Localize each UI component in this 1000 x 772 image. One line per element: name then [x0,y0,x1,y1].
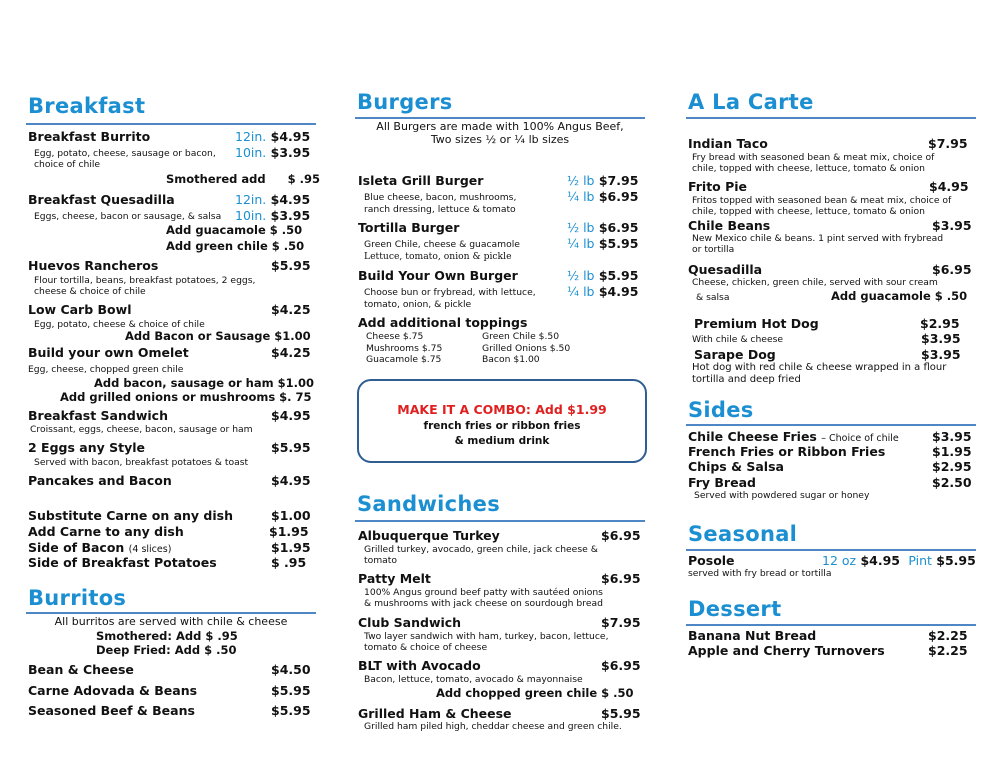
sides-heading: Sides [688,398,754,422]
item-price: $5.95 [271,703,311,718]
item-name: Tortilla Burger [358,220,460,235]
list-item: Banana Nut Bread [688,628,817,643]
item-desc: chile, topped with cheese, lettuce, tomato & onion [692,163,925,174]
extra-name: Side of Bacon (4 slices) [28,540,172,555]
dessert-heading: Dessert [688,597,782,621]
item-price-half: ½ lb $6.95 [567,220,639,235]
item-price: $7.95 [928,136,968,151]
intro-line: Two sizes ½ or ¼ lb sizes [430,133,570,146]
combo-line: & medium drink [454,435,550,447]
item-name: Isleta Grill Burger [358,173,484,188]
item-price: $1.95 [932,444,972,459]
item-price: $5.95 [271,683,311,698]
item-name: Chile Beans [688,218,771,233]
item-price: $2.25 [928,643,968,658]
seasonal-heading: Seasonal [688,522,798,546]
item-desc: & mushrooms with jack cheese on sourdough bread [364,598,603,609]
item-price: $3.95 [932,218,972,233]
item-desc: & salsa [696,292,730,303]
toppings-title: Add additional toppings [358,315,528,330]
item-desc: or tortilla [692,244,735,255]
item-price: $3.95 [921,331,961,346]
list-item: Apple and Cherry Turnovers [688,643,885,658]
item-desc: tomato & choice of cheese [364,642,488,653]
list-item: Club Sandwich [358,615,462,630]
topping: Mushrooms $.75 [366,343,443,354]
item-price-quarter: ¼ lb $6.95 [567,189,639,204]
combo-title: MAKE IT A COMBO: Add $1.99 [397,402,607,417]
item-name: Huevos Rancheros [28,258,159,273]
burgers-heading: Burgers [357,90,453,114]
topping: Green Chile $.50 [482,331,560,342]
alacarte-heading: A La Carte [688,90,814,114]
item-price: $4.50 [271,662,311,677]
list-item: Chips & Salsa [688,459,784,474]
item-desc: choice of chile [34,159,101,170]
item-name: Build Your Own Burger [358,268,518,283]
item-price: $2.50 [932,475,972,490]
addon: Add grilled onions or mushrooms $. 75 [60,390,312,404]
list-item: French Fries or Ribbon Fries [688,444,886,459]
dessert-rule [686,624,976,626]
item-desc: Croissant, eggs, cheese, bacon, sausage or ham [30,424,253,435]
item-name: Frito Pie [688,179,748,194]
item-name: Breakfast Quesadilla [28,192,175,207]
list-item: Carne Adovada & Beans [28,683,198,698]
addon: Add green chile $ .50 [166,239,305,253]
topping: Bacon $1.00 [482,354,540,365]
item-desc: Fritos topped with seasoned bean & meat mix, choice of [692,195,952,206]
list-item: Seasoned Beef & Beans [28,703,195,718]
burgers-intro [355,120,645,146]
item-desc: Grilled turkey, avocado, green chile, jack cheese & [364,544,598,555]
item-desc: ranch dressing, lettuce & tomato [364,204,516,215]
item-price: $4.25 [271,345,311,360]
breakfast-rule [26,123,316,125]
item-desc: New Mexico chile & beans. 1 pint served with frybread [692,233,944,244]
list-item: Grilled Ham & Cheese [358,706,512,721]
extra-price: $ .95 [271,555,307,570]
topping: Cheese $.75 [366,331,424,342]
burgers-rule [355,117,645,119]
item-desc: Served with powdered sugar or honey [694,490,870,501]
item-desc: tortilla and deep fried [692,374,801,385]
item-desc: Fry bread with seasoned bean & meat mix, choice of [692,152,935,163]
combo-box [357,379,647,463]
item-desc: Green Chile, cheese & guacamole [364,239,520,250]
item-desc: Egg, potato, cheese & choice of chile [34,319,205,330]
item-desc: chile, topped with cheese, lettuce, tomato & onion [692,206,925,217]
extra-price: $1.95 [271,540,311,555]
item-desc: 100% Angus ground beef patty with sautéed onions [364,587,603,598]
item-price: $2.95 [920,316,960,331]
item-price: $6.95 [601,658,641,673]
item-name: Indian Taco [688,136,768,151]
item-price-quarter: ¼ lb $5.95 [567,236,639,251]
burritos-intro: All burritos are served with chile & cheese [54,615,288,628]
item-desc: Cheese, chicken, green chile, served with sour cream [692,277,938,288]
burritos-deepfried: Deep Fried: Add $ .50 [96,643,237,657]
alacarte-rule [686,117,976,119]
item-desc: Blue cheese, bacon, mushrooms, [364,192,517,203]
sides-rule [686,424,976,426]
item-price: $5.95 [271,440,311,455]
addon: Add guacamole $ .50 [166,223,303,237]
burritos-rule [26,612,316,614]
item-price: $3.95 [932,429,972,444]
item-price: $3.95 [921,347,961,362]
item-price: $4.95 [271,408,311,423]
addon: Add bacon, sausage or ham $1.00 [94,376,314,390]
breakfast-heading: Breakfast [28,94,146,118]
addon: Add chopped green chile $ .50 [436,686,634,700]
item-price-large: 12in. $4.95 [235,192,311,207]
smothered-add: Smothered add $ .95 [166,172,320,186]
burritos-heading: Burritos [28,586,127,610]
item-desc: Hot dog with red chile & cheese wrapped in a flour [692,362,947,373]
item-desc: Eggs, cheese, bacon or sausage, & salsa [34,211,222,222]
item-name: Pancakes and Bacon [28,473,172,488]
item-desc: Served with bacon, breakfast potatoes & toast [34,457,249,468]
intro-line: All Burgers are made with 100% Angus Beef, [376,120,624,133]
item-desc: tomato [364,555,398,566]
item-price: $6.95 [601,571,641,586]
item-desc: Choose bun or frybread, with lettuce, [364,287,536,298]
item-name: 2 Eggs any Style [28,440,145,455]
item-desc: Flour tortilla, beans, breakfast potatoes, 2 eggs, [34,275,256,286]
item-price: $4.25 [271,302,311,317]
item-desc: Bacon, lettuce, tomato, avocado & mayonnaise [364,674,583,685]
item-name: Build your own Omelet [28,345,189,360]
item-price: $4.95 [271,473,311,488]
item-price-large: 12in. $4.95 [235,129,311,144]
item-desc: tomato, onion, & pickle [364,299,472,310]
item-name: Breakfast Sandwich [28,408,168,423]
addon: Add guacamole $ .50 [831,289,968,303]
extra-price: $1.95 [269,524,309,539]
item-price: $6.95 [601,528,641,543]
item-price: $5.95 [271,258,311,273]
item-price: $5.95 [601,706,641,721]
item-price: $7.95 [601,615,641,630]
item-price: $2.25 [928,628,968,643]
seasonal-rule [686,549,976,551]
item-desc: served with fry bread or tortilla [688,568,832,579]
item-name: Quesadilla [688,262,763,277]
extra-name: Side of Breakfast Potatoes [28,555,217,570]
item-price-half: ½ lb $5.95 [567,268,639,283]
list-item: Fry Bread [688,475,756,490]
item-price: $6.95 [932,262,972,277]
item-desc: Egg, potato, cheese, sausage or bacon, [34,148,216,159]
extra-name: Add Carne to any dish [28,524,184,539]
item-desc: With chile & cheese [692,334,784,345]
item-desc: Egg, cheese, chopped green chile [28,364,184,375]
item-price-small: 10in. $3.95 [235,208,311,223]
item-desc: Grilled ham piled high, cheddar cheese and green chile. [364,721,622,732]
item-name: Posole [688,553,735,568]
list-item: Bean & Cheese [28,662,134,677]
list-item: Chile Cheese Fries – Choice of chile [688,429,899,444]
extra-name: Substitute Carne on any dish [28,508,233,523]
sandwiches-heading: Sandwiches [357,492,501,516]
item-price: $2.95 [932,459,972,474]
item-price: 12 oz $4.95 Pint $5.95 [822,553,976,568]
item-price-small: 10in. $3.95 [235,145,311,160]
list-item: BLT with Avocado [358,658,481,673]
list-item: Albuquerque Turkey [358,528,500,543]
list-item: Patty Melt [358,571,431,586]
item-desc: cheese & choice of chile [34,286,146,297]
item-price-quarter: ¼ lb $4.95 [567,284,639,299]
item-price: $4.95 [929,179,969,194]
combo-line: french fries or ribbon fries [423,420,581,432]
item-desc: Lettuce, tomato, onion & pickle [364,251,512,262]
extra-price: $1.00 [271,508,311,523]
item-name: Sarape Dog [694,347,776,362]
topping: Guacamole $.75 [366,354,442,365]
item-price-half: ½ lb $7.95 [567,173,639,188]
sandwiches-rule [355,520,645,522]
item-desc: Two layer sandwich with ham, turkey, bacon, lettuce, [364,631,609,642]
topping: Grilled Onions $.50 [482,343,571,354]
burritos-smothered: Smothered: Add $ .95 [96,629,238,643]
item-name: Premium Hot Dog [694,316,819,331]
item-name: Low Carb Bowl [28,302,132,317]
item-name: Breakfast Burrito [28,129,151,144]
addon: Add Bacon or Sausage $1.00 [125,329,311,343]
